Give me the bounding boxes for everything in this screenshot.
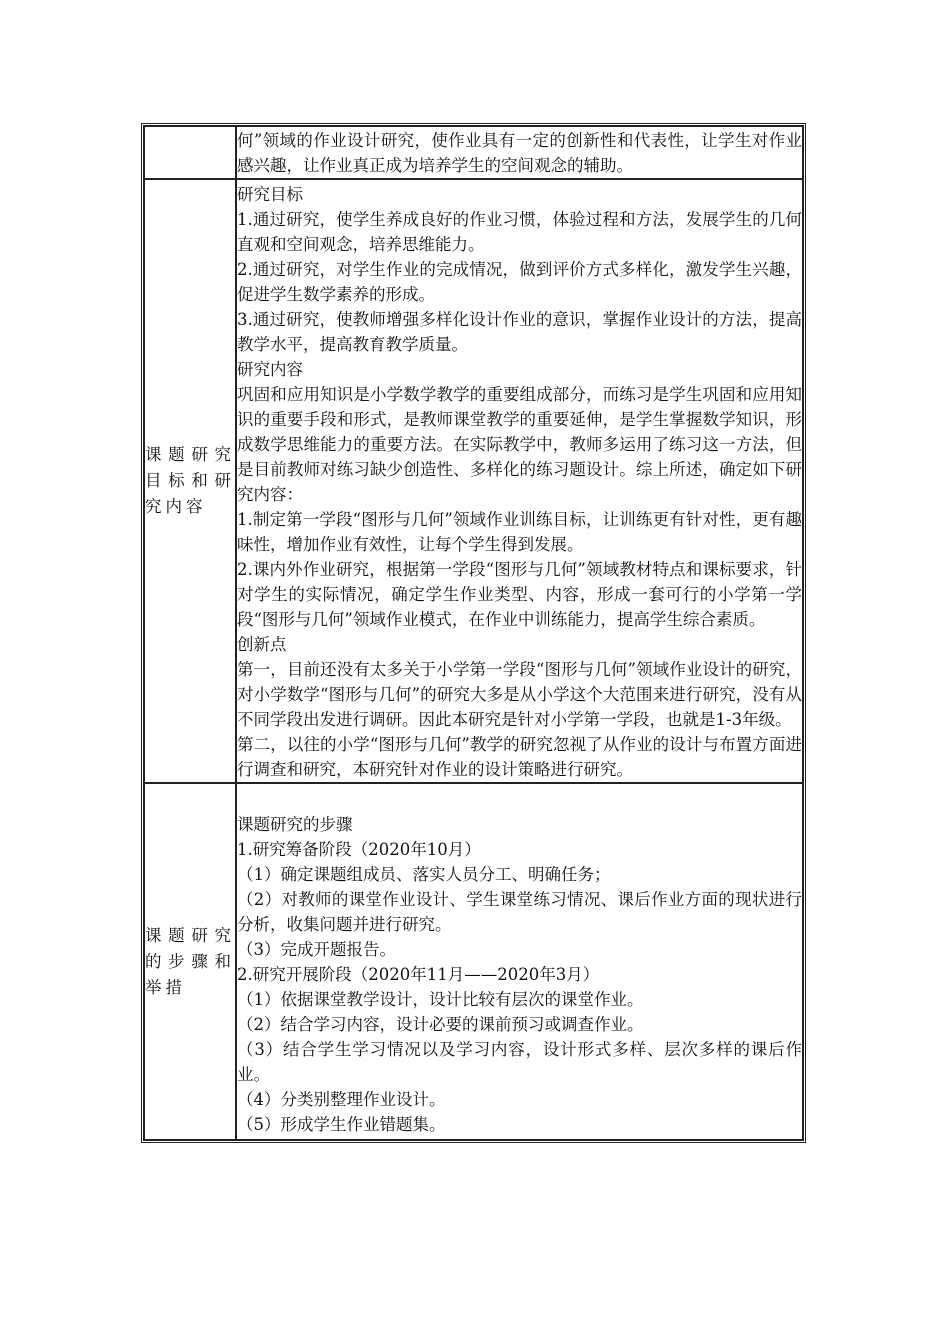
section-heading: 研究目标 <box>237 185 303 204</box>
paragraph: （5）形成学生作业错题集。 <box>237 1115 446 1134</box>
paragraph: 1.通过研究，使学生养成良好的作业习惯，体验过程和方法，发展学生的几何直观和空间观念，培养思维能力。 <box>237 210 802 254</box>
row-content-steps <box>236 783 803 1140</box>
paragraph: 2.研究开展阶段（2020年11月——2020年3月） <box>237 965 600 984</box>
paragraph: （1）确定课题组成员、落实人员分工、明确任务； <box>237 865 611 884</box>
row-content-goals <box>236 179 803 783</box>
row-label <box>144 126 236 179</box>
paragraph: 第一，目前还没有太多关于小学第一学段“图形与几何”领域作业设计的研究，对小学数学“图形与几何”的研究大多是从小学这个大范围来进行研究，没有从不同学段出发进行调研。因此本研究是针对小学第一学段，也就是1-3年级。 <box>237 660 802 729</box>
table-row <box>144 179 803 783</box>
paragraph: 巩固和应用知识是小学数学教学的重要组成部分，而练习是学生巩固和应用知识的重要手段和形式，是教师课堂教学的重要延伸，是学生掌握数学知识，形成数学思维能力的重要方法。在实际教学中，教师多运用了练习这一方法，但是目前教师对练习缺少创造性、多样化的练习题设计。综上所述，确定如下研究内容： <box>237 385 802 504</box>
table-row <box>144 126 803 179</box>
row-content <box>236 126 803 179</box>
paragraph: 第二，以往的小学“图形与几何”教学的研究忽视了从作业的设计与布置方面进行调查和研究，本研究针对作业的设计策略进行研究。 <box>237 735 802 779</box>
paragraph: 3.通过研究，使教师增强多样化设计作业的意识，掌握作业设计的方法，提高教学水平，提高教育教学质量。 <box>237 310 802 354</box>
row-label-goals-content: 课题研究目标和研究内容 <box>144 179 236 783</box>
paragraph: 1.研究筹备阶段（2020年10月） <box>237 840 481 859</box>
paragraph: （2）对教师的课堂作业设计、学生课堂练习情况、课后作业方面的现状进行分析，收集问题并进行研究。 <box>237 890 802 934</box>
paragraph: （2）结合学习内容，设计必要的课前预习或调查作业。 <box>237 1015 644 1034</box>
paragraph: 2.通过研究，对学生作业的完成情况，做到评价方式多样化，激发学生兴趣，促进学生数学素养的形成。 <box>237 260 802 304</box>
paragraph: （3）结合学生学习情况以及学习内容，设计形式多样、层次多样的课后作业。 <box>237 1040 802 1084</box>
section-heading: 课题研究的步骤 <box>237 815 353 834</box>
paragraph: （1）依据课堂教学设计，设计比较有层次的课堂作业。 <box>237 990 644 1009</box>
paragraph: 1.制定第一学段“图形与几何”领域作业训练目标，让训练更有针对性，更有趣味性，增加作业有效性，让每个学生得到发展。 <box>237 510 802 554</box>
paragraph: 何”领域的作业设计研究，使作业具有一定的创新性和代表性，让学生对作业感兴趣，让作业真正成为培养学生的空间观念的辅助。 <box>237 131 802 175</box>
table-row <box>144 783 803 1140</box>
paragraph: （3）完成开题报告。 <box>237 940 396 959</box>
section-heading: 研究内容 <box>237 360 303 379</box>
paragraph: （4）分类别整理作业设计。 <box>237 1090 446 1109</box>
research-plan-table <box>141 123 806 1143</box>
section-heading: 创新点 <box>237 635 287 654</box>
row-label-steps: 课题研究的步骤和举措 <box>144 783 236 1140</box>
paragraph: 2.课内外作业研究，根据第一学段“图形与几何”领域教材特点和课标要求，针对学生的实际情况，确定学生作业类型、内容，形成一套可行的小学第一学段“图形与几何”领域作业模式，在作业中训练能力，提高学生综合素质。 <box>237 560 802 629</box>
